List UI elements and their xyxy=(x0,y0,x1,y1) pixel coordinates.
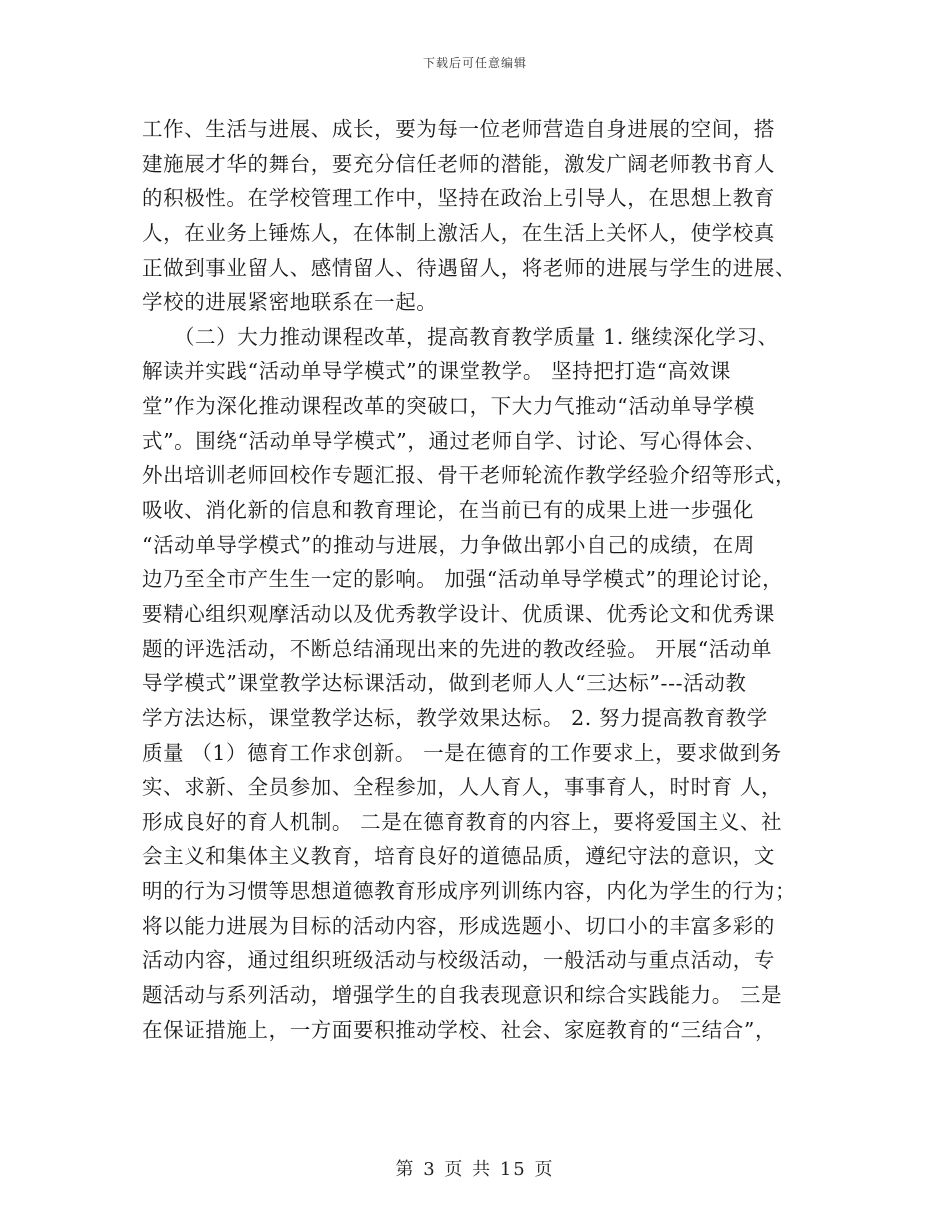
body-line: 形成良好的育人机制。 二是在德育教育的内容上，要将爱国主义、社 xyxy=(142,809,783,834)
body-line: 明的行为习惯等思想道德教育形成序列训练内容，内化为学生的行为； xyxy=(142,879,797,904)
body-line: （二）大力推动课程改革，提高教育教学质量 1. 继续深化学习、 xyxy=(142,324,779,349)
body-line: 要精心组织观摩活动以及优秀教学设计、优质课、优秀论文和优秀课 xyxy=(142,601,775,626)
body-line: 工作、生活与进展、成长，要为每一位老师营造自身进展的空间，搭 xyxy=(142,117,775,141)
body-line: 堂”作为深化推动课程改革的突破口，下大力气推动“活动单导学模 xyxy=(142,394,755,419)
body-line: 在保证措施上，一方面要积推动学校、社会、家庭教育的“三结合”， xyxy=(142,1017,777,1042)
body-line: 外出培训老师回校作专题汇报、骨干老师轮流作教学经验介绍等形式， xyxy=(142,463,797,488)
body-line: 边乃至全市产生生一定的影响。 加强“活动单导学模式”的理论讨论， xyxy=(142,567,784,592)
body-line: 解读并实践“活动单导学模式”的课堂教学。 坚持把打造“高效课 xyxy=(142,359,731,384)
body-line: 人，在业务上锤炼人，在体制上激活人，在生活上关怀人，使学校真 xyxy=(142,220,775,245)
body-line: 质量 （1）德育工作求创新。 一是在德育的工作要求上，要求做到务 xyxy=(142,740,782,765)
document-body xyxy=(142,112,822,1047)
body-line: “活动单导学模式”的推动与进展，力争做出郭小自己的成绩，在周 xyxy=(142,532,755,557)
body-line: 题的评选活动，不断总结涌现出来的先进的教改经验。 开展“活动单 xyxy=(142,636,773,661)
body-line: 题活动与系列活动，增强学生的自我表现意识和综合实践能力。 三是 xyxy=(142,983,783,1008)
page-header: 下载后可任意编辑 xyxy=(422,56,527,70)
page-footer: 第 3 页 共 15 页 xyxy=(395,1159,555,1180)
body-line: 正做到事业留人、感情留人、待遇留人，将老师的进展与学生的进展、 xyxy=(142,255,797,280)
body-line: 将以能力进展为目标的活动内容，形成选题小、切口小的丰富多彩的 xyxy=(142,913,775,938)
body-line: 学方法达标，课堂教学达标，教学效果达标。 2. 努力提高教育教学 xyxy=(142,705,768,730)
body-line: 建施展才华的舞台，要充分信任老师的潜能，激发广阔老师教书育人 xyxy=(142,151,775,176)
body-line: 导学模式”课堂教学达标课活动，做到老师人人“三达标”---活动教 xyxy=(142,671,747,696)
body-line: 会主义和集体主义教育，培育良好的道德品质，遵纪守法的意识，文 xyxy=(142,844,775,869)
body-line: 实、求新、全员参加、全程参加，人人育人，事事育人，时时育 人， xyxy=(142,775,783,800)
body-line: 的积极性。在学校管理工作中，坚持在政治上引导人，在思想上教育 xyxy=(142,186,775,211)
body-line: 学校的进展紧密地联系在一起。 xyxy=(142,290,438,315)
body-line: 吸收、消化新的信息和教育理论，在当前已有的成果上进一步强化 xyxy=(142,498,754,523)
body-line: 式”。围绕“活动单导学模式”，通过老师自学、讨论、写心得体会、 xyxy=(142,428,767,453)
body-line: 活动内容，通过组织班级活动与校级活动，一般活动与重点活动，专 xyxy=(142,948,775,973)
